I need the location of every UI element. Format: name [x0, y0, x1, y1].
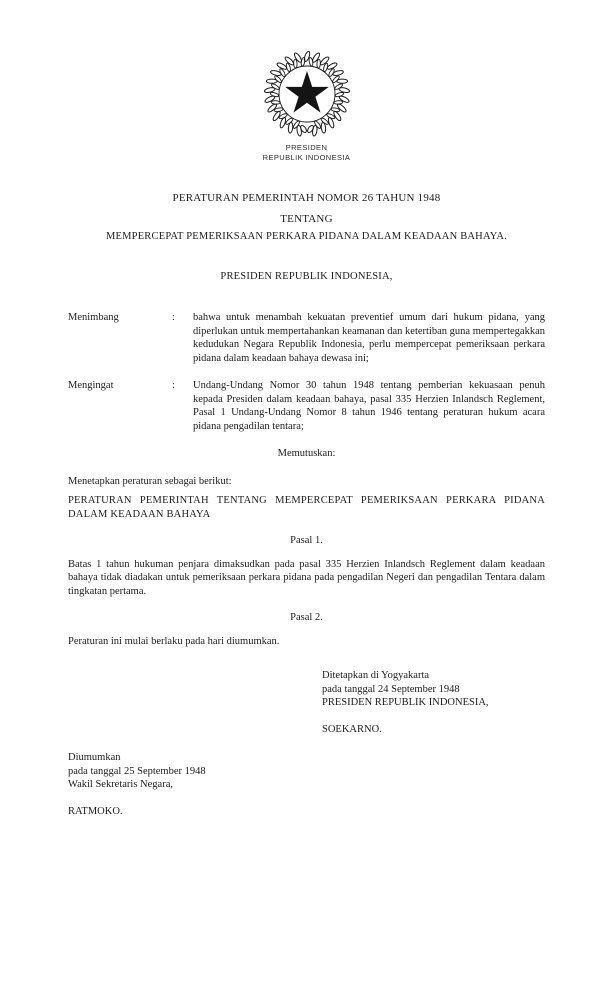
consideration-label: Menimbang [68, 312, 119, 323]
pasal-1-heading: Pasal 1. [290, 535, 323, 546]
star-wreath-emblem-icon [263, 50, 351, 138]
letterhead [68, 50, 545, 163]
consideration-mengingat [68, 379, 545, 433]
promulgation-signature-block [68, 751, 545, 818]
salutation-line: PRESIDEN REPUBLIK INDONESIA, [220, 271, 393, 282]
memutuskan-heading: Memutuskan: [277, 448, 336, 459]
title-tentang: TENTANG [280, 213, 333, 225]
enactment-office: PRESIDEN REPUBLIK INDONESIA, [322, 697, 489, 708]
pasal-2-text: Peraturan ini mulai berlaku pada hari diumumkan. [68, 635, 280, 647]
regulation-number-title: PERATURAN PEMERINTAH NOMOR 26 TAHUN 1948 [172, 192, 441, 204]
title-subject: MEMPERCEPAT PEMERIKSAAN PERKARA PIDANA DALAM KEADAAN BAHAYA. [105, 231, 508, 242]
considerations-section [68, 311, 545, 433]
promulgation-date: pada tanggal 25 September 1948 [68, 765, 206, 777]
consideration-menimbang [68, 311, 545, 365]
pasal-2-heading: Pasal 2. [290, 612, 323, 623]
promulgation-label: Diumumkan [68, 752, 121, 763]
enactment-signatory: SOEKARNO. [322, 723, 382, 735]
org-name-line2: REPUBLIK INDONESIA [262, 153, 351, 162]
star-icon [285, 71, 329, 113]
enacted-regulation-title: PERATURAN PEMERINTAH TENTANG MEMPERCEPAT PEMERIKSAAN PERKARA PIDANA DALAM KEADAAN BAHAYA [68, 495, 545, 520]
consideration-label: Mengingat [68, 380, 114, 391]
enactment-date: pada tanggal 24 September 1948 [322, 683, 460, 695]
enactment-signature-block [322, 669, 545, 736]
document-title [68, 191, 545, 244]
enactment-place: Ditetapkan di Yogyakarta [322, 670, 430, 681]
org-name-line1: PRESIDEN [285, 143, 328, 152]
consideration-colon: : [172, 312, 175, 323]
menetapkan-intro: Menetapkan peraturan sebagai berikut: [68, 475, 232, 487]
consideration-text: bahwa untuk menambah kekuatan preventief umum dari hukum pidana, yang diperlukan untuk mempertahankan keamanan dan ketertiban guna mempertegakkan kedudukan Negara Republik Indonesia, perlu mempercepat pemeriksaan perkara pidana dalam keadaan bahaya dewasa ini; [193, 312, 545, 364]
pasal-1-text: Batas 1 tahun hukuman penjara dimaksudkan pada pasal 335 Herzien Inlandsch Reglement dalam keadaan bahaya tidak diadakan untuk pemeriksaan perkara pidana pada pengadilan Negeri dan pengadilan Tentara dalam tingkatan pertama. [68, 558, 545, 597]
consideration-text: Undang-Undang Nomor 30 tahun 1948 tentang pemberian kekuasaan penuh kepada Presiden dalam keadaan bahaya, pasal 335 Herzien Inlandsch Reglement, Pasal 1 Undang-Undang Nomor 8 tahun 1946 tentang peraturan hukum acara pidana pengadilan tentara; [193, 380, 545, 432]
consideration-colon: : [172, 380, 175, 391]
promulgation-office: Wakil Sekretaris Negara, [68, 779, 173, 790]
promulgation-signatory: RATMOKO. [68, 805, 123, 817]
